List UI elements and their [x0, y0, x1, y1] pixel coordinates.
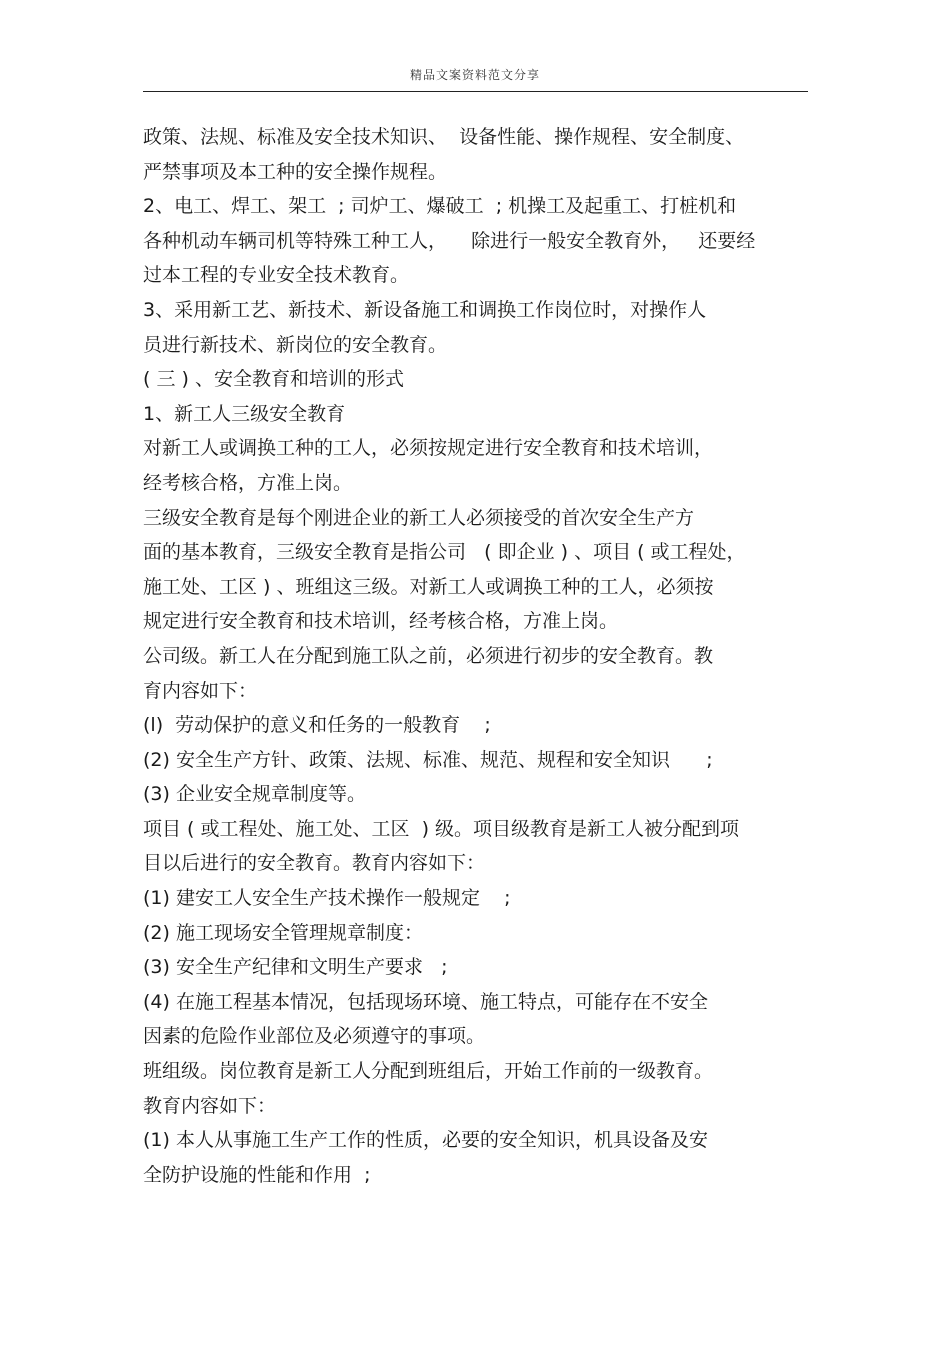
page-header: 精品文案资料范文分享 — [409, 68, 540, 82]
text-line: 项目 ( 或工程处、施工处、工区 ) 级。项目级教育是新工人被分配到项 — [143, 817, 740, 840]
text-line: 员进行新技术、新岗位的安全教育。 — [143, 333, 448, 356]
list-item: 全防护设施的性能和作用 ; — [143, 1163, 371, 1186]
list-item: (1) 本人从事施工生产工作的性质，必要的安全知识，机具设备及安 — [143, 1129, 708, 1152]
list-item: (3) 企业安全规章制度等。 — [143, 783, 366, 806]
text-line: 育内容如下： — [143, 679, 258, 702]
text-line: 严禁事项及本工种的安全操作规程。 — [143, 160, 448, 183]
text-line: 施工处、工区 ) 、班组这三级。对新工人或调换工种的工人，必须按 — [143, 575, 714, 598]
text-line: 三级安全教育是每个刚进企业的新工人必须接受的首次安全生产方 — [143, 506, 695, 529]
text-line: 过本工程的专业安全技术教育。 — [143, 264, 410, 287]
section-heading: ( 三 ) 、安全教育和培训的形式 — [143, 368, 404, 391]
list-item: (1) 建安工人安全生产技术操作一般规定 ; — [143, 887, 511, 910]
list-item: (l) 劳动保护的意义和任务的一般教育 ; — [143, 714, 491, 737]
text-line: 班组级。岗位教育是新工人分配到班组后，开始工作前的一级教育。 — [143, 1060, 714, 1083]
list-item: 因素的危险作业部位及必须遵守的事项。 — [143, 1025, 486, 1048]
text-line: 各种机动车辆司机等特殊工种工人， 除进行一般安全教育外， 还要经 — [143, 229, 756, 252]
text-line: 规定进行安全教育和技术培训，经考核合格，方准上岗。 — [143, 610, 619, 633]
text-line: 教育内容如下： — [143, 1094, 277, 1117]
text-line: 公司级。新工人在分配到施工队之前，必须进行初步的安全教育。教 — [143, 644, 714, 667]
text-line: 2、电工、焊工、架工 ; 司炉工、爆破工 ; 机操工及起重工、打桩机和 — [143, 195, 737, 218]
header-divider — [143, 91, 808, 92]
text-line: 政策、法规、标准及安全技术知识、 设备性能、操作规程、安全制度、 — [143, 126, 745, 148]
list-item: (3) 安全生产纪律和文明生产要求 ; — [143, 956, 448, 979]
text-line: 经考核合格，方准上岗。 — [143, 471, 353, 494]
list-item: (2) 安全生产方针、政策、法规、标准、规范、规程和安全知识 ; — [143, 748, 713, 771]
text-line: 3、采用新工艺、新技术、新设备施工和调换工作岗位时，对操作人 — [143, 298, 707, 321]
document-body — [143, 120, 813, 1192]
list-item: (4) 在施工程基本情况，包括现场环境、施工特点，可能存在不安全 — [143, 990, 708, 1013]
subsection-heading: 1、新工人三级安全教育 — [143, 402, 346, 425]
list-item: (2) 施工现场安全管理规章制度： — [143, 921, 423, 944]
text-line: 对新工人或调换工种的工人，必须按规定进行安全教育和技术培训， — [143, 437, 714, 460]
text-line: 面的基本教育，三级安全教育是指公司 ( 即企业 ) 、项目 ( 或工程处， — [143, 541, 746, 564]
text-line: 目以后进行的安全教育。教育内容如下： — [143, 852, 486, 875]
